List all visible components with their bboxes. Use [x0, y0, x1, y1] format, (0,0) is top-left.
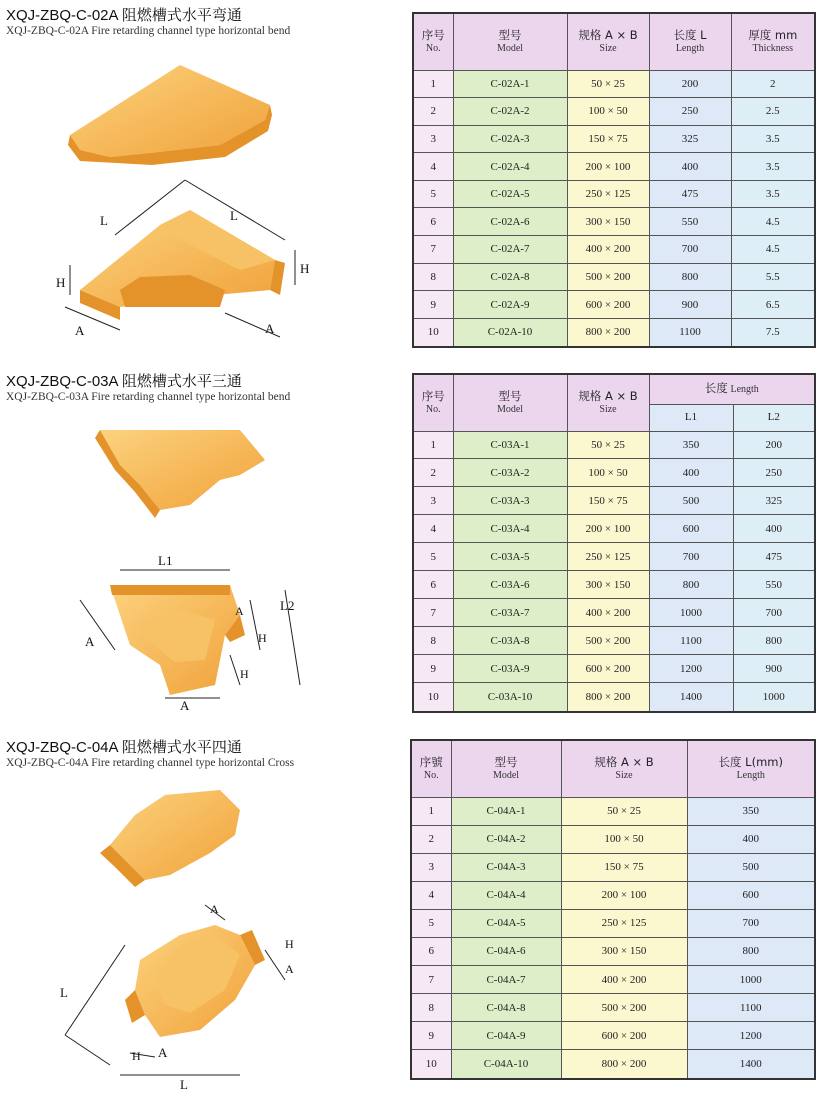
header-model: 型号 Model [451, 740, 561, 797]
tee-label-a3: A [180, 698, 190, 710]
bend-label-h1: H [56, 275, 66, 290]
table-row: 1 C-02A-1 50 × 25 200 2 [413, 70, 815, 98]
header-no: 序號 No. [411, 740, 451, 797]
header-length: 长度 L(mm) Length [687, 740, 815, 797]
table-row: 2 C-02A-2 100 × 50 250 2.5 [413, 98, 815, 126]
header-length: 长度 Length [649, 374, 815, 404]
table-row: 7 C-03A-7 400 × 200 1000 700 [413, 599, 815, 627]
tee-label-a2: A [85, 634, 95, 649]
table-row: 9 C-03A-9 600 × 200 1200 900 [413, 655, 815, 683]
tee-label-l1: L1 [158, 553, 173, 568]
table-row: 6 C-03A-6 300 × 150 800 550 [413, 571, 815, 599]
tee-cover-image [95, 430, 265, 518]
tee-label-h1: H [258, 631, 267, 645]
table-row: 3 C-04A-3 150 × 75 500 [411, 853, 815, 881]
table-header-row [413, 374, 815, 404]
table-row: 9 C-04A-9 600 × 200 1200 [411, 1022, 815, 1050]
table-row: 3 C-03A-3 150 × 75 500 325 [413, 487, 815, 515]
table-header-row [411, 740, 815, 797]
header-model: 型号 Model [453, 13, 567, 70]
table-row: 2 C-03A-2 100 × 50 400 250 [413, 459, 815, 487]
table-row: 8 C-02A-8 500 × 200 800 5.5 [413, 263, 815, 291]
section-2-title: XQJ-ZBQ-C-03A 阻燃槽式水平三通 [6, 373, 242, 390]
table-row: 6 C-04A-6 300 × 150 800 [411, 937, 815, 965]
table-row: 1 C-03A-1 50 × 25 350 200 [413, 431, 815, 459]
section-2-table-body [413, 431, 815, 712]
header-no: 序号 No. [413, 13, 453, 70]
cross-label-l2: L [180, 1077, 188, 1092]
header-l1: L1 [649, 404, 733, 431]
cross-label-h2: H [132, 1049, 141, 1063]
section-3-table-body [411, 797, 815, 1079]
tee-label-l2: L2 [280, 598, 295, 613]
header-size: 规格 A × B Size [567, 374, 649, 431]
header-size: 规格 A × B Size [561, 740, 687, 797]
section-3-table [410, 739, 816, 1080]
section-2-subtitle: XQJ-ZBQ-C-03A Fire retarding channel type horizontal bend [6, 391, 291, 403]
tee-label-a1: A [235, 604, 244, 618]
table-row: 8 C-04A-8 500 × 200 1100 [411, 994, 815, 1022]
header-size: 规格 A × B Size [567, 13, 649, 70]
bend-label-l1: L [100, 213, 108, 228]
bend-label-a2: A [265, 321, 275, 336]
cross-label-h1: H [285, 937, 294, 951]
cross-tray-image [125, 925, 265, 1037]
cross-cover-image [100, 790, 240, 887]
table-row: 2 C-04A-2 100 × 50 400 [411, 825, 815, 853]
header-l2: L2 [733, 404, 815, 431]
bend-cover-image [68, 65, 272, 165]
table-row: 10 C-04A-10 800 × 200 1400 [411, 1050, 815, 1079]
header-length: 长度 L Length [649, 13, 731, 70]
section-2-table [412, 373, 816, 713]
cross-label-a3: A [158, 1045, 168, 1060]
section-3-subtitle: XQJ-ZBQ-C-04A Fire retarding channel type horizontal Cross [6, 757, 295, 769]
table-row: 10 C-02A-10 800 × 200 1100 7.5 [413, 318, 815, 347]
table-row: 5 C-02A-5 250 × 125 475 3.5 [413, 180, 815, 208]
table-header-row [413, 13, 815, 70]
table-row: 5 C-03A-5 250 × 125 700 475 [413, 543, 815, 571]
table-row: 10 C-03A-10 800 × 200 1400 1000 [413, 683, 815, 712]
section-3-figures [40, 775, 380, 1093]
bend-label-a1: A [75, 323, 85, 338]
section-2-figures [40, 410, 380, 710]
table-row: 6 C-02A-6 300 × 150 550 4.5 [413, 208, 815, 236]
section-1-subtitle: XQJ-ZBQ-C-02A Fire retarding channel type horizontal bend [6, 25, 291, 37]
header-model: 型号 Model [453, 374, 567, 431]
table-row: 7 C-04A-7 400 × 200 1000 [411, 965, 815, 993]
table-row: 4 C-04A-4 200 × 100 600 [411, 881, 815, 909]
header-thickness: 厚度 mm Thickness [731, 13, 815, 70]
bend-tray-image [80, 210, 285, 320]
cross-label-a1: A [210, 902, 219, 916]
bend-label-h2: H [300, 261, 310, 276]
section-1-table-body [413, 70, 815, 347]
cross-label-a2: A [285, 962, 294, 976]
cross-label-l1: L [60, 985, 68, 1000]
section-1-figures [40, 45, 380, 345]
table-row: 1 C-04A-1 50 × 25 350 [411, 797, 815, 825]
table-row: 4 C-03A-4 200 × 100 600 400 [413, 515, 815, 543]
header-no: 序号 No. [413, 374, 453, 431]
table-row: 3 C-02A-3 150 × 75 325 3.5 [413, 125, 815, 153]
table-row: 5 C-04A-5 250 × 125 700 [411, 909, 815, 937]
table-row: 8 C-03A-8 500 × 200 1100 800 [413, 627, 815, 655]
section-1-table [412, 12, 816, 348]
table-row: 7 C-02A-7 400 × 200 700 4.5 [413, 236, 815, 264]
tee-tray-image [110, 585, 245, 695]
section-1-title: XQJ-ZBQ-C-02A 阻燃槽式水平弯通 [6, 7, 242, 24]
table-row: 9 C-02A-9 600 × 200 900 6.5 [413, 291, 815, 319]
section-3-title: XQJ-ZBQ-C-04A 阻燃槽式水平四通 [6, 739, 242, 756]
bend-label-l2: L [230, 208, 238, 223]
tee-label-h2: H [240, 667, 249, 681]
table-row: 4 C-02A-4 200 × 100 400 3.5 [413, 153, 815, 181]
